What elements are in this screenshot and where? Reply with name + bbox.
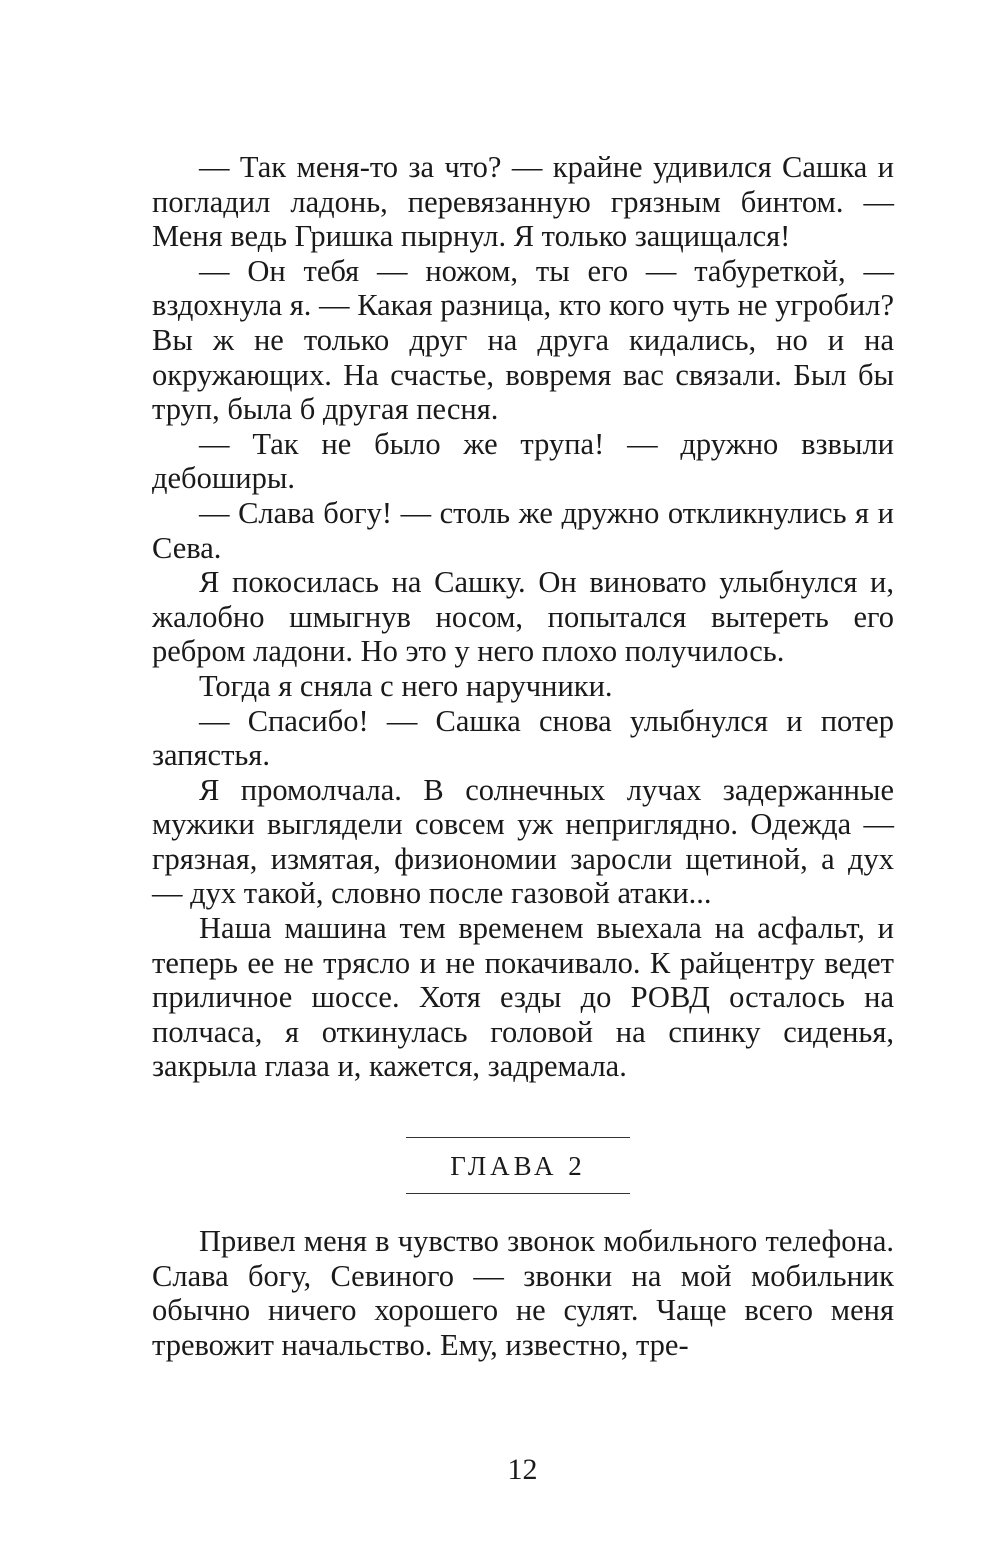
paragraph: Привел меня в чувство звонок мобильного телефона. Слава богу, Севиного — звонки на мой мобильник обычно ничего хорошего не сулят. Чаще всего меня тревожит начальство. Ему, известно, тре- [152,1224,894,1362]
paragraph: — Слава богу! — столь же дружно откликнулись я и Сева. [152,495,894,565]
paragraph: Я промолчала. В солнечных лучах задержанные мужики выглядели совсем уж неприглядно. Одежда — грязная, измятая, физиономии заросли щетиной, а дух — дух такой, словно после газовой атаки... [152,772,894,911]
paragraph: — Так меня-то за что? — крайне удивился Сашка и погладил ладонь, перевязанную грязным бинтом. — Меня ведь Гришка пырнул. Я только защищался! [152,150,894,254]
paragraph: — Он тебя — ножом, ты его — табуреткой, — вздохнула я. — Какая разница, кто кого чуть не угробил? Вы ж не только друг на друга кидались, но и на окружающих. На счастье, вовремя вас связали. Был бы труп, была б другая песня. [152,253,894,427]
chapter-title: ГЛАВА 2 [450,1151,586,1181]
chapter-rule-bottom [406,1193,630,1194]
chapter-body-text [152,1224,894,1362]
body-text [152,150,894,1084]
chapter-rule-top [406,1137,630,1138]
paragraph: Тогда я сняла с него наручники. [199,668,613,703]
paragraph: — Так не было же трупа! — дружно взвыли дебоширы. [152,426,894,496]
paragraph: Я покосилась на Сашку. Он виновато улыбнулся и, жалобно шмыгнув носом, попытался вытереть его ребром ладони. Но это у него плохо получилось. [152,565,894,669]
paragraph: Наша машина тем временем выехала на асфальт, и теперь ее не трясло и не покачивало. К райцентру ведет приличное шоссе. Хотя езды до РОВД осталось на полчаса, я откинулась головой на спинку сиденья, закрыла глаза и, кажется, задремала. [152,911,894,1084]
page-number: 12 [507,1453,538,1486]
paragraph: — Спасибо! — Сашка снова улыбнулся и потер запястья. [152,703,894,773]
chapter-heading [406,1137,630,1195]
